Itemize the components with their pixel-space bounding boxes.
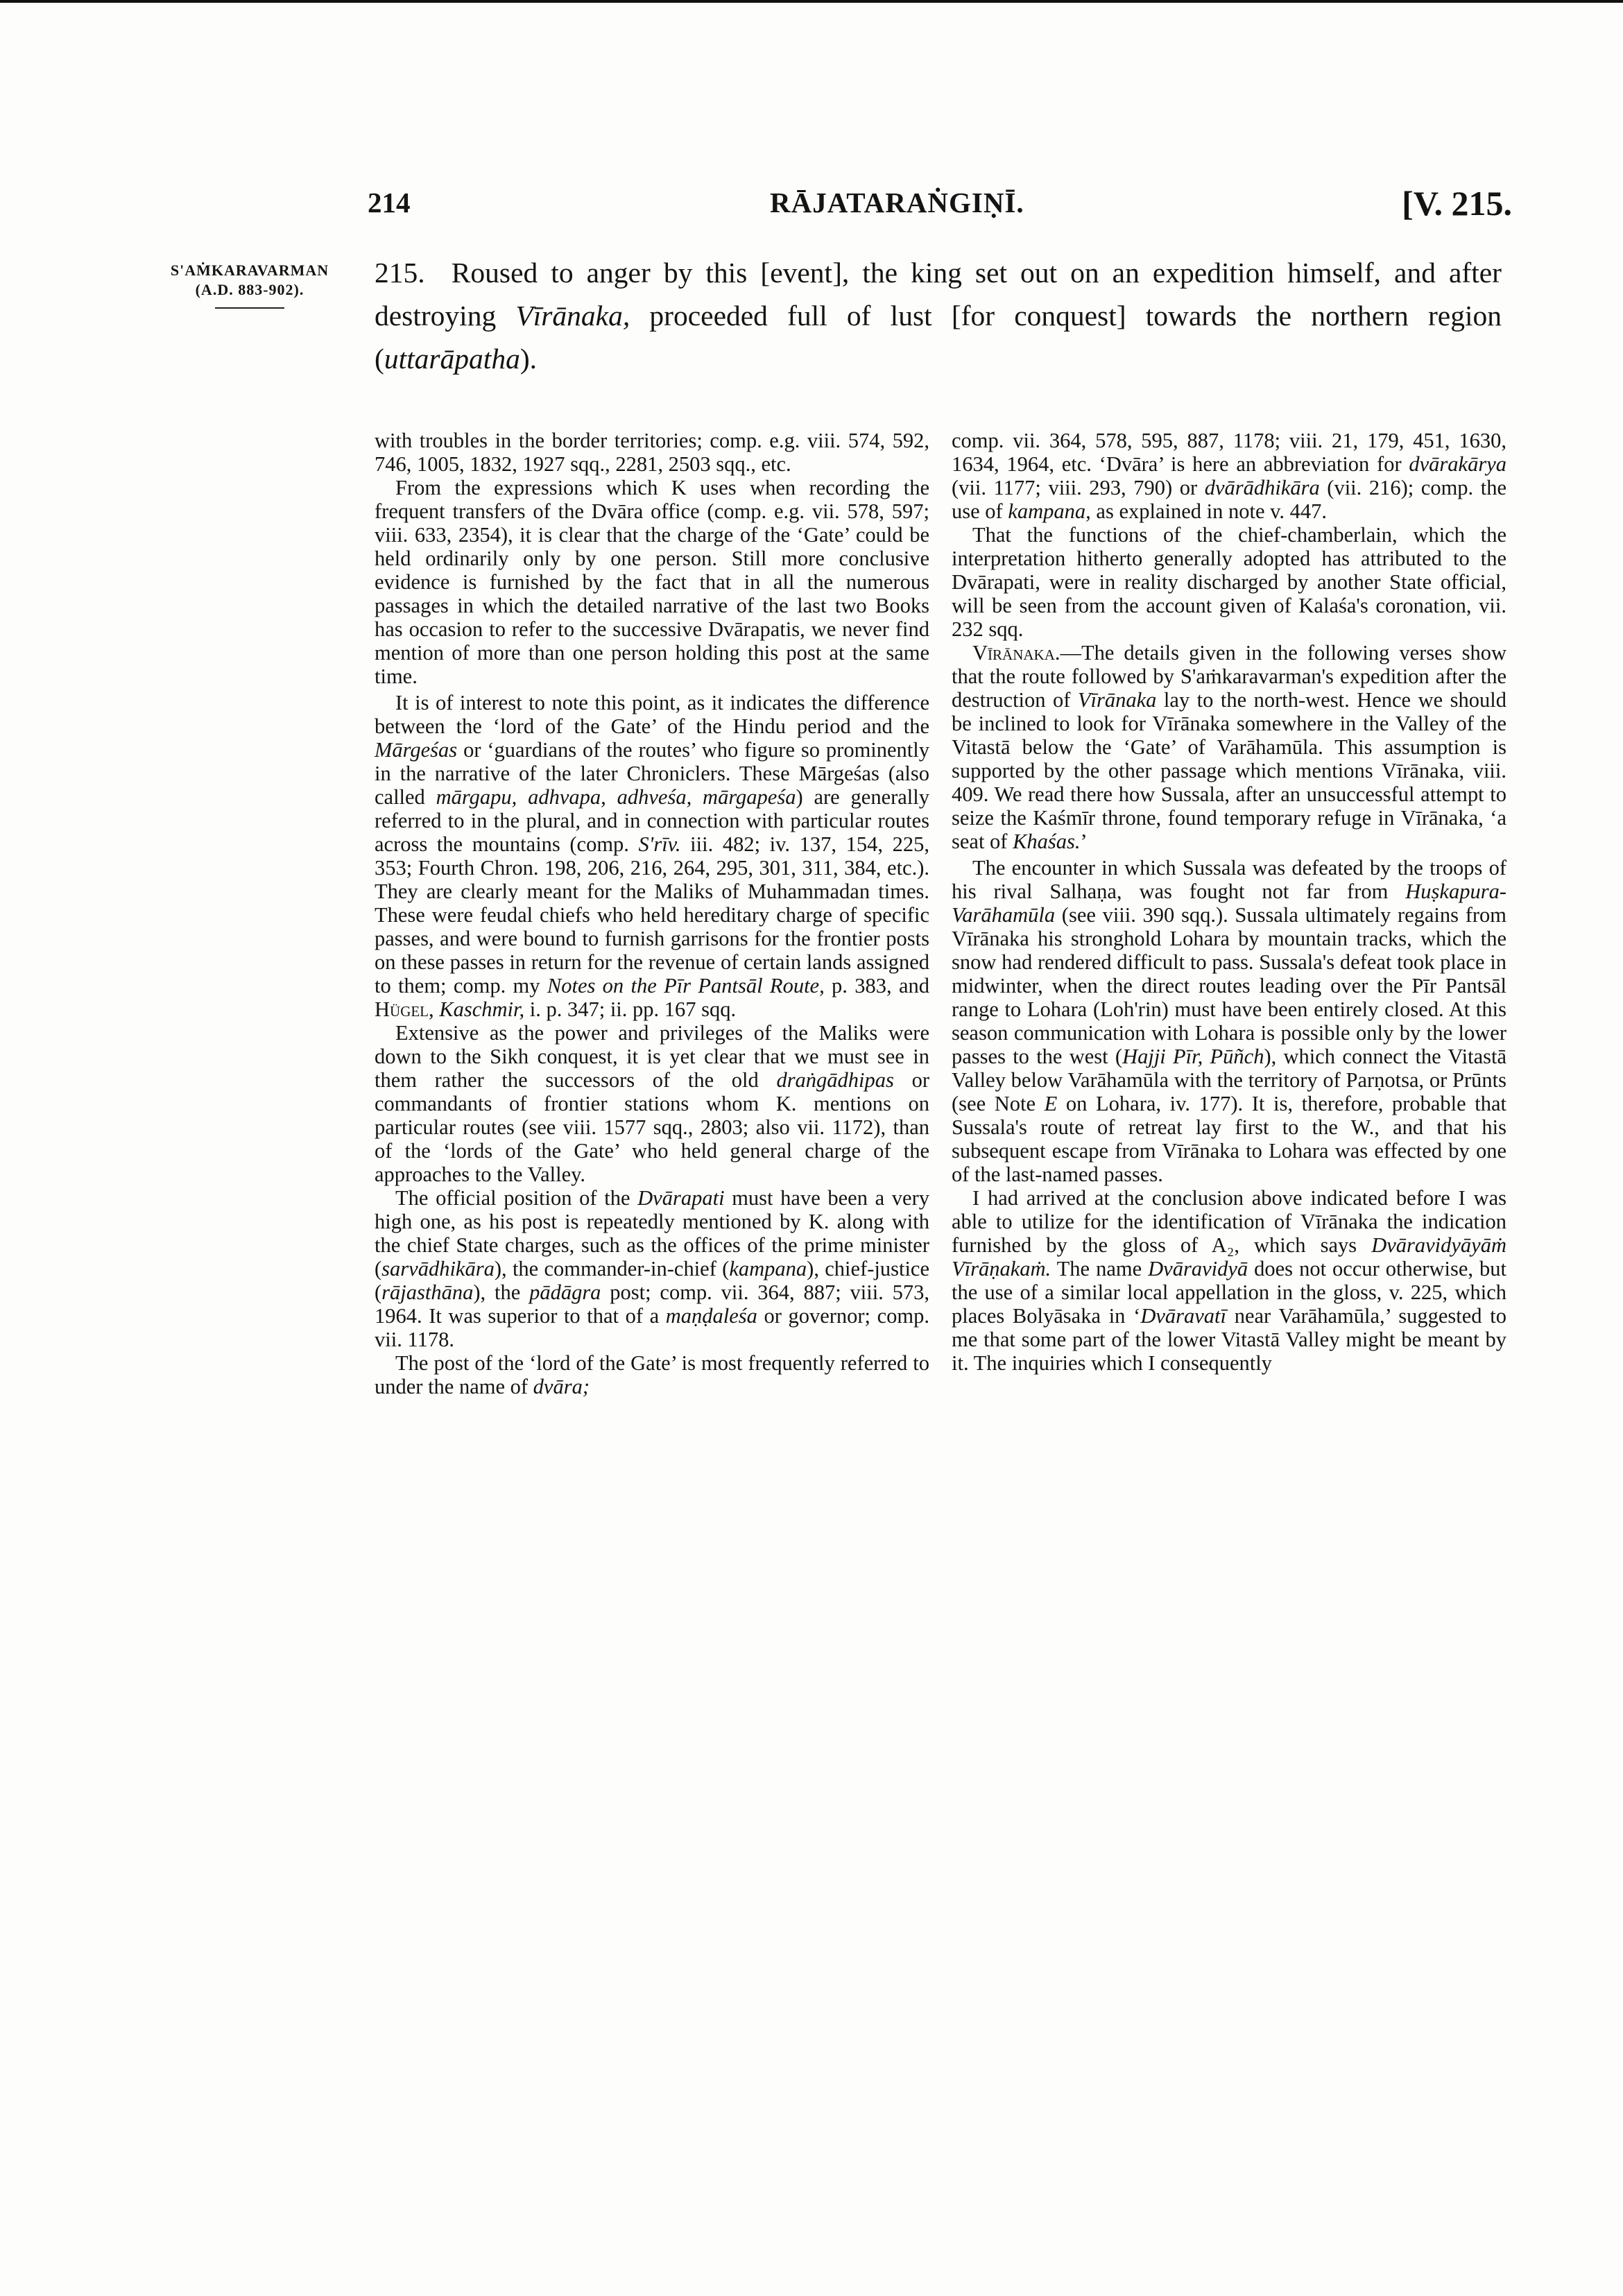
top-border: [0, 0, 1623, 3]
verse-text: Roused to anger by this [event], the king set out on an expedition himself, and after destroying: [375, 257, 1502, 332]
footnote-paragraph: I had arrived at the conclusion above indicated before I was able to utilize for the identification of Vīrānaka the indication furnished by the gloss of A₂, which says Dvāravidyāyāṁ Vīrāṇakaṁ. The name Dvāravidyā does not occur otherwise, but the use of a similar local appellation in the gloss, v. 225, which places Bolyāsaka in ‘Dvāravatī near Varāhamūla,’ suggested to me that some part of the lower Vitastā Valley might be meant by it. The inquiries which I consequently: [952, 1186, 1506, 1375]
footnote-paragraph: The encounter in which Sussala was defeated by the troops of his rival Salhaṇa, was fought not far from Huṣkapura-Varāhamūla (see viii. 390 sqq.). Sussala ultimately regains from Vīrānaka his stronghold Lohara by mountain tracks, which the snow had rendered difficult to pass. Sussala's defeat took place in midwinter, when the direct routes leading over the Pīr Pantsāl range to Lohara (Loh'rin) must have been entirely closed. At this season communication with Lohara is possible only by the lower passes to the west (Hajji Pīr, Pūñch), which connect the Vitastā Valley below Varāhamūla with the territory of Parṇotsa, or Prūnts (see Note E on Lohara, iv. 177). It is, therefore, probable that Sussala's route of retreat lay first to the W., and that his subsequent escape from Vīrānaka to Lohara was effected by one of the last-named passes.: [952, 856, 1507, 1186]
margin-note-king: S'AṀKARAVARMAN: [170, 262, 329, 279]
verse-215: [375, 251, 1502, 380]
margin-note-rule: [215, 307, 284, 309]
footnote-paragraph: From the expressions which K uses when recording the frequent transfers of the Dvāra office (comp. e.g. vii. 578, 597; viii. 633, 2354), it is clear that the charge of the ‘Gate’ could be held ordinarily only by one person. Still more conclusive evidence is furnished by the fact that in all the numerous passages in which the detailed narrative of the last two Books has occasion to refer to the successive Dvārapatis, we never find mention of more than one person holding this post at the same time.: [375, 476, 929, 688]
footnote-paragraph: comp. vii. 364, 578, 595, 887, 1178; viii. 21, 179, 451, 1630, 1634, 1964, etc. ‘Dvāra’ is here an abbreviation for dvārakārya (vii. 1177; viii. 293, 790) or dvārādhikāra (vii. 216); comp. the use of kampana, as explained in note v. 447.: [952, 429, 1506, 523]
page-number: 214: [368, 187, 411, 219]
verse-number: 215.: [375, 257, 425, 289]
verse-italic: uttarāpatha: [384, 343, 520, 375]
verse-text: ).: [519, 343, 538, 375]
footnote-paragraph: Vīrānaka.—The details given in the following verses show that the route followed by S'aṁkaravarman's expedition after the destruction of Vīrānaka lay to the north-west. Hence we should be inclined to look for Vīrānaka somewhere in the Valley of the Vitastā below the ‘Gate’ of Varāhamūla. This assumption is supported by the other passage which mentions Vīrānaka, viii. 409. We read there how Sussala, after an unsuccessful attempt to seize the Kaśmīr throne, found temporary refuge in Vīrānaka, ‘a seat of Khaśas.’: [952, 641, 1506, 853]
footnote-paragraph: It is of interest to note this point, as it indicates the difference between the ‘lord of the Gate’ of the Hindu period and the Mārgeśas or ‘guardians of the routes’ who figure so prominently in the narrative of the later Chroniclers. These Mārgeśas (also called mārgapu, adhvapa, adhveśa, mārgapeśa) are generally referred to in the plural, and in connection with particular routes across the mountains (comp. S'rīv. iii. 482; iv. 137, 154, 225, 353; Fourth Chron. 198, 206, 216, 264, 295, 301, 311, 384, etc.). They are clearly meant for the Maliks of Muhammadan times. These were feudal chiefs who held hereditary charge of specific passes, and were bound to furnish garrisons for the frontier posts on these passes in return for the revenue of certain lands assigned to them; comp. my Notes on the Pīr Pantsāl Route, p. 383, and Hügel, Kaschmir, i. p. 347; ii. pp. 167 sqq.: [375, 691, 930, 1021]
footnote-column-right: [952, 429, 1506, 1375]
footnote-paragraph: The official position of the Dvārapati must have been a very high one, as his post is repeatedly mentioned by K. along with the chief State charges, such as the offices of the prime minister (sarvādhikāra), the commander-in-chief (kampana), chief-justice (rājasthāna), the pādāgra post; comp. vii. 364, 887; viii. 573, 1964. It was superior to that of a maṇḍaleśa or governor; comp. vii. 1178.: [375, 1186, 930, 1351]
margin-note-dates: (A.D. 883-902).: [195, 280, 304, 298]
footnote-column-left: [375, 429, 929, 1398]
footnote-paragraph: with troubles in the border territories; comp. e.g. viii. 574, 592, 746, 1005, 1832, 1927 sqq., 2281, 2503 sqq., etc.: [375, 429, 929, 476]
footnote-paragraph: The post of the ‘lord of the Gate’ is most frequently referred to under the name of dvāra;: [375, 1351, 929, 1398]
verse-text: proceeded full of lust [for conquest] towards the northern region (: [375, 300, 1502, 375]
section-reference: [V. 215.: [1402, 184, 1512, 223]
footnote-paragraph: That the functions of the chief-chamberlain, which the interpretation hitherto generally adopted has attributed to the Dvārapati, were in reality discharged by another State official, will be seen from the account given of Kalaśa's coronation, vii. 232 sqq.: [952, 523, 1506, 641]
footnote-paragraph: Extensive as the power and privileges of the Maliks were down to the Sikh conquest, it is yet clear that we must see in them rather the successors of the old draṅgādhipas or commandants of frontier stations whom K. mentions on particular routes (see viii. 1577 sqq., 2803; also vii. 1172), than of the ‘lords of the Gate’ who held general charge of the approaches to the Valley.: [375, 1021, 929, 1186]
running-title: RĀJATARAṄGIṆĪ.: [770, 187, 1024, 219]
margin-note: [163, 261, 336, 309]
page-header: [368, 186, 1512, 234]
verse-italic: Vīrānaka,: [515, 300, 630, 332]
